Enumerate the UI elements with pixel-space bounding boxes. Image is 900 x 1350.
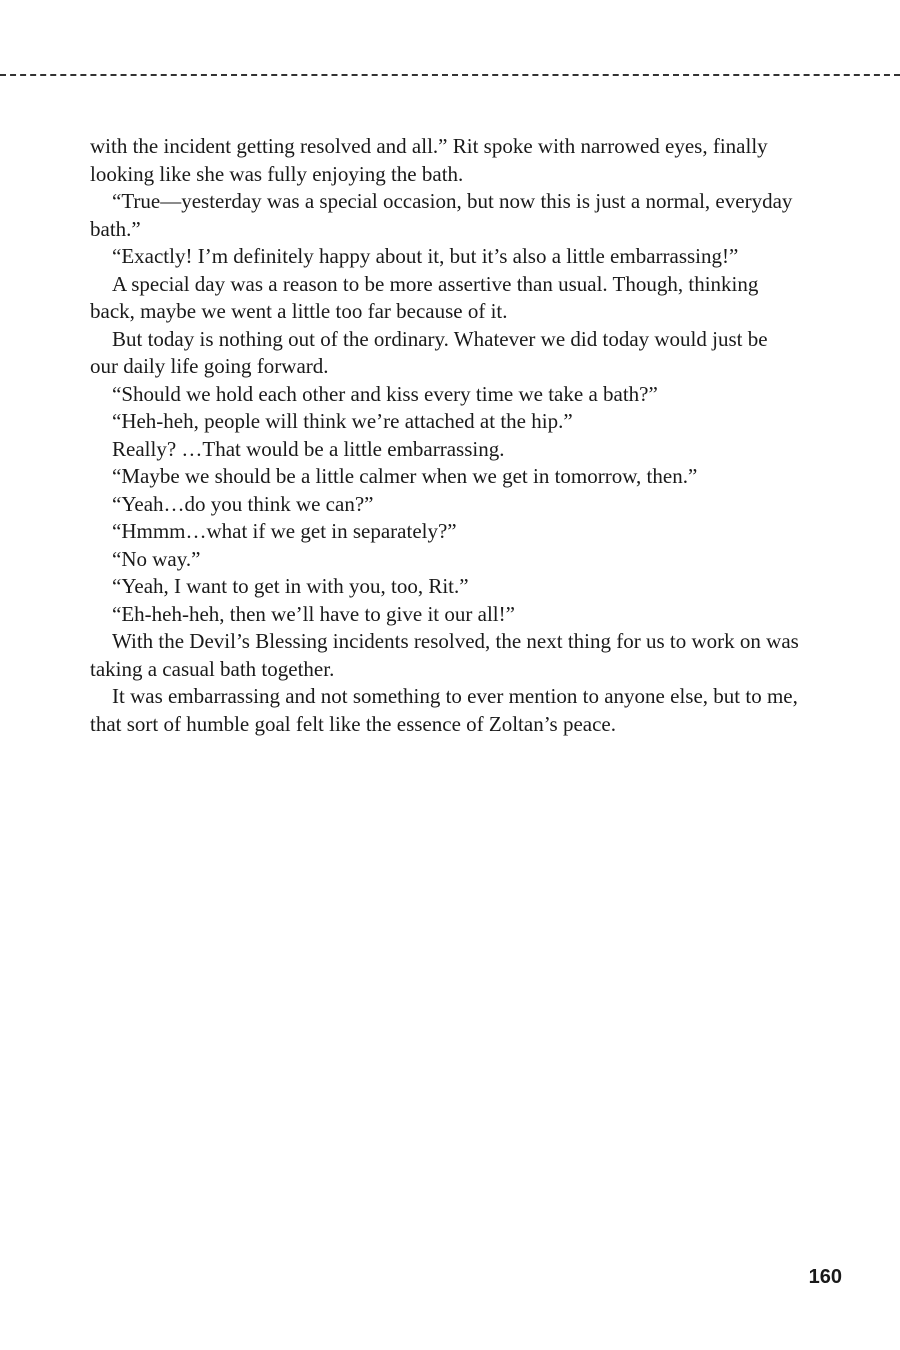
paragraph: “Should we hold each other and kiss every time we take a bath?” bbox=[112, 381, 658, 406]
paragraph: with the incident getting resolved and all.” Rit spoke with narrowed eyes, finally looking like she was fully enjoying the bath. bbox=[90, 134, 768, 186]
paragraph: “Maybe we should be a little calmer when we get in tomorrow, then.” bbox=[112, 464, 698, 488]
scene-break-divider bbox=[0, 74, 900, 76]
paragraph: “Eh-heh-heh, then we’ll have to give it our all!” bbox=[112, 601, 515, 626]
paragraph: “True—yesterday was a special occasion, but now this is just a normal, everyday bath.” bbox=[90, 189, 793, 241]
paragraph: “Heh-heh, people will think we’re attached at the hip.” bbox=[112, 409, 573, 433]
paragraph: “Yeah, I want to get in with you, too, Rit.” bbox=[112, 574, 469, 598]
page-number: 160 bbox=[808, 1266, 842, 1288]
paragraph: “No way.” bbox=[112, 546, 201, 571]
paragraph: “Yeah…do you think we can?” bbox=[112, 491, 374, 516]
paragraph: But today is nothing out of the ordinary. Whatever we did today would just be our daily life going forward. bbox=[90, 326, 768, 378]
paragraph: “Exactly! I’m definitely happy about it, but it’s also a little embarrassing!” bbox=[112, 244, 739, 268]
text-body bbox=[90, 133, 800, 738]
paragraph: Really? …That would be a little embarrassing. bbox=[112, 436, 505, 461]
paragraph: With the Devil’s Blessing incidents resolved, the next thing for us to work on was taking a casual bath together. bbox=[90, 629, 799, 681]
paragraph: It was embarrassing and not something to ever mention to anyone else, but to me, that sort of humble goal felt like the essence of Zoltan’s peace. bbox=[90, 684, 798, 736]
paragraph: “Hmmm…what if we get in separately?” bbox=[112, 519, 457, 543]
paragraph: A special day was a reason to be more assertive than usual. Though, thinking back, maybe we went a little too far because of it. bbox=[90, 271, 759, 323]
